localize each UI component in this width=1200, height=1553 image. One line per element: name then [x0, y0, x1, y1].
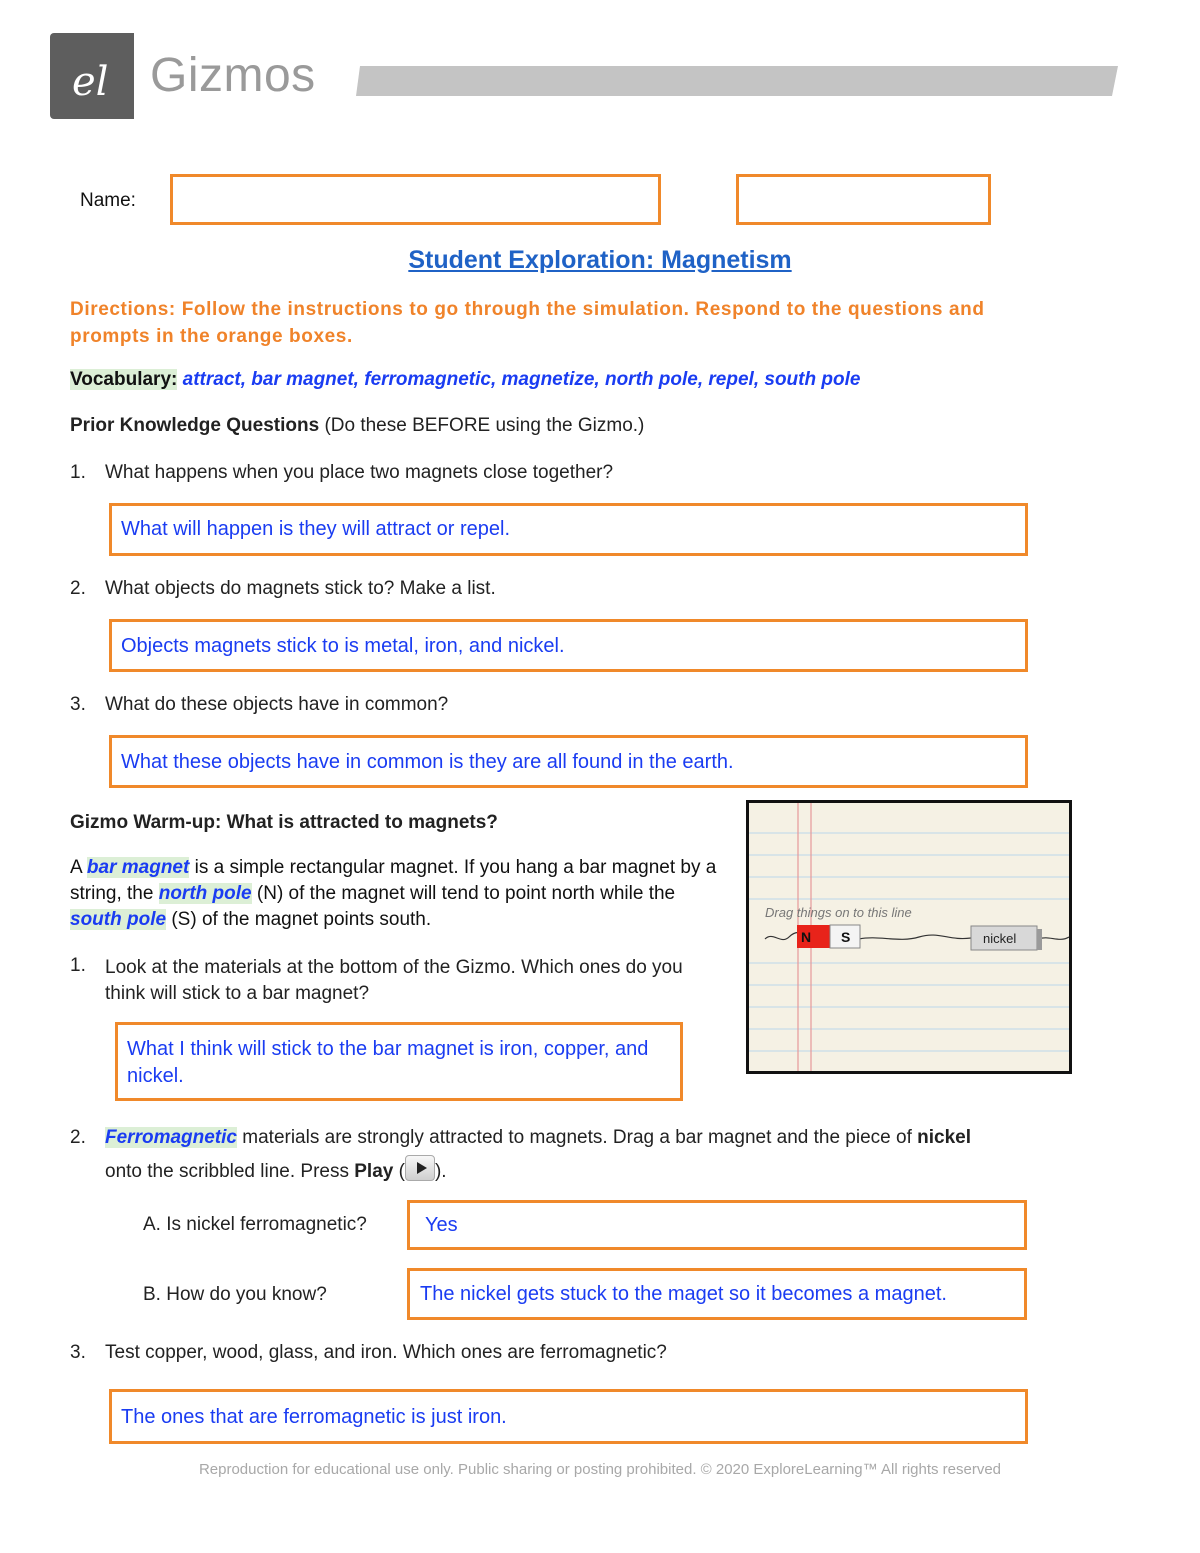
north-label: N	[801, 929, 812, 945]
intro-text: is a simple rectangular magnet. If you hang a bar magnet by a string, the	[70, 857, 717, 904]
prior-knowledge-note: (Do these BEFORE using the Gizmo.)	[324, 415, 645, 436]
warmup-heading: Gizmo Warm-up: What is attracted to magnets?	[70, 812, 498, 833]
term-south-pole: south pole	[70, 909, 167, 930]
term-ferromagnetic: Ferromagnetic	[105, 1127, 237, 1148]
question-text: What happens when you place two magnets close together?	[105, 462, 614, 483]
brand-name: Gizmos	[150, 49, 316, 102]
sim-drawing	[749, 803, 1069, 1071]
question-text: What do these objects have in common?	[105, 694, 449, 715]
play-icon	[405, 1155, 435, 1181]
nickel-label: nickel	[983, 931, 1017, 946]
sub-question-b: B. How do you know?	[143, 1284, 327, 1305]
question-number: 3.	[70, 694, 86, 715]
logo-mark: el	[72, 59, 109, 105]
name-field[interactable]	[170, 174, 661, 225]
term-nickel: nickel	[917, 1127, 972, 1148]
question-text: What objects do magnets stick to? Make a list.	[105, 578, 496, 599]
question	[0, 955, 730, 1011]
name-label: Name:	[80, 190, 136, 211]
question	[0, 1121, 1200, 1187]
answer-box[interactable]	[109, 503, 1028, 556]
intro-text: (N) of the magnet will tend to point north while the	[256, 883, 676, 904]
question-text: onto the scribbled line. Press	[105, 1161, 349, 1182]
question-number: 1.	[70, 955, 86, 976]
answer-box[interactable]	[407, 1200, 1027, 1250]
sub-question-a: A. Is nickel ferromagnetic?	[143, 1214, 367, 1235]
question-text: Look at the materials at the bottom of the Gizmo. Which ones do you think will stick to a bar magnet?	[105, 957, 683, 1004]
header-bar	[356, 66, 1118, 96]
drag-hint: Drag things on to this line	[765, 905, 912, 920]
answer-text: Objects magnets stick to is metal, iron, and nickel.	[121, 635, 565, 657]
south-label: S	[841, 929, 851, 945]
question-text: (	[398, 1161, 405, 1182]
warmup-intro	[70, 855, 730, 933]
answer-box[interactable]	[407, 1268, 1027, 1320]
answer-box[interactable]	[109, 735, 1028, 788]
question-text: ).	[434, 1161, 447, 1182]
question	[0, 578, 1200, 602]
question-text: Test copper, wood, glass, and iron. Which ones are ferromagnetic?	[105, 1342, 667, 1363]
page-title: Student Exploration: Magnetism	[408, 246, 792, 274]
footer-copyright: Reproduction for educational use only. Public sharing or posting prohibited. © 2020 ExploreLearning™ All rights reserved	[198, 1461, 1002, 1478]
answer-box[interactable]	[115, 1022, 683, 1101]
vocabulary	[70, 369, 860, 391]
prior-knowledge-title: Prior Knowledge Questions	[70, 415, 320, 436]
answer-text: What will happen is they will attract or repel.	[121, 518, 511, 540]
answer-text: What I think will stick to the bar magnet is iron, copper, and nickel.	[127, 1038, 649, 1087]
prior-knowledge-heading	[70, 415, 644, 437]
answer-text: What these objects have in common is they are all found in the earth.	[121, 751, 734, 773]
answer-text: The nickel gets stuck to the maget so it becomes a magnet.	[420, 1283, 947, 1305]
vocabulary-label: Vocabulary:	[70, 369, 178, 390]
explorelearning-logo	[50, 33, 134, 119]
answer-text: The ones that are ferromagnetic is just iron.	[121, 1406, 507, 1428]
term-bar-magnet: bar magnet	[86, 857, 190, 878]
question-number: 2.	[70, 1127, 86, 1148]
question-number: 2.	[70, 578, 86, 599]
term-north-pole: north pole	[158, 883, 252, 904]
gizmo-simulation-screenshot	[746, 800, 1072, 1074]
intro-text: (S) of the magnet points south.	[171, 909, 432, 930]
answer-box[interactable]	[109, 619, 1028, 672]
question-text: materials are strongly attracted to magnets. Drag a bar magnet and the piece of	[242, 1127, 912, 1148]
answer-box[interactable]	[109, 1389, 1028, 1444]
term-play: Play	[354, 1161, 394, 1182]
vocabulary-terms: attract, bar magnet, ferromagnetic, magnetize, north pole, repel, south pole	[182, 369, 861, 390]
question	[0, 694, 1200, 718]
directions: Directions: Follow the instructions to go through the simulation. Respond to the questions and prompts in the orange boxes.	[70, 299, 985, 347]
date-field[interactable]	[736, 174, 991, 225]
question	[0, 462, 1200, 486]
question	[0, 1342, 1200, 1366]
intro-text: A	[70, 857, 82, 878]
question-number: 1.	[70, 462, 86, 483]
answer-text: Yes	[425, 1214, 458, 1236]
question-number: 3.	[70, 1342, 86, 1363]
